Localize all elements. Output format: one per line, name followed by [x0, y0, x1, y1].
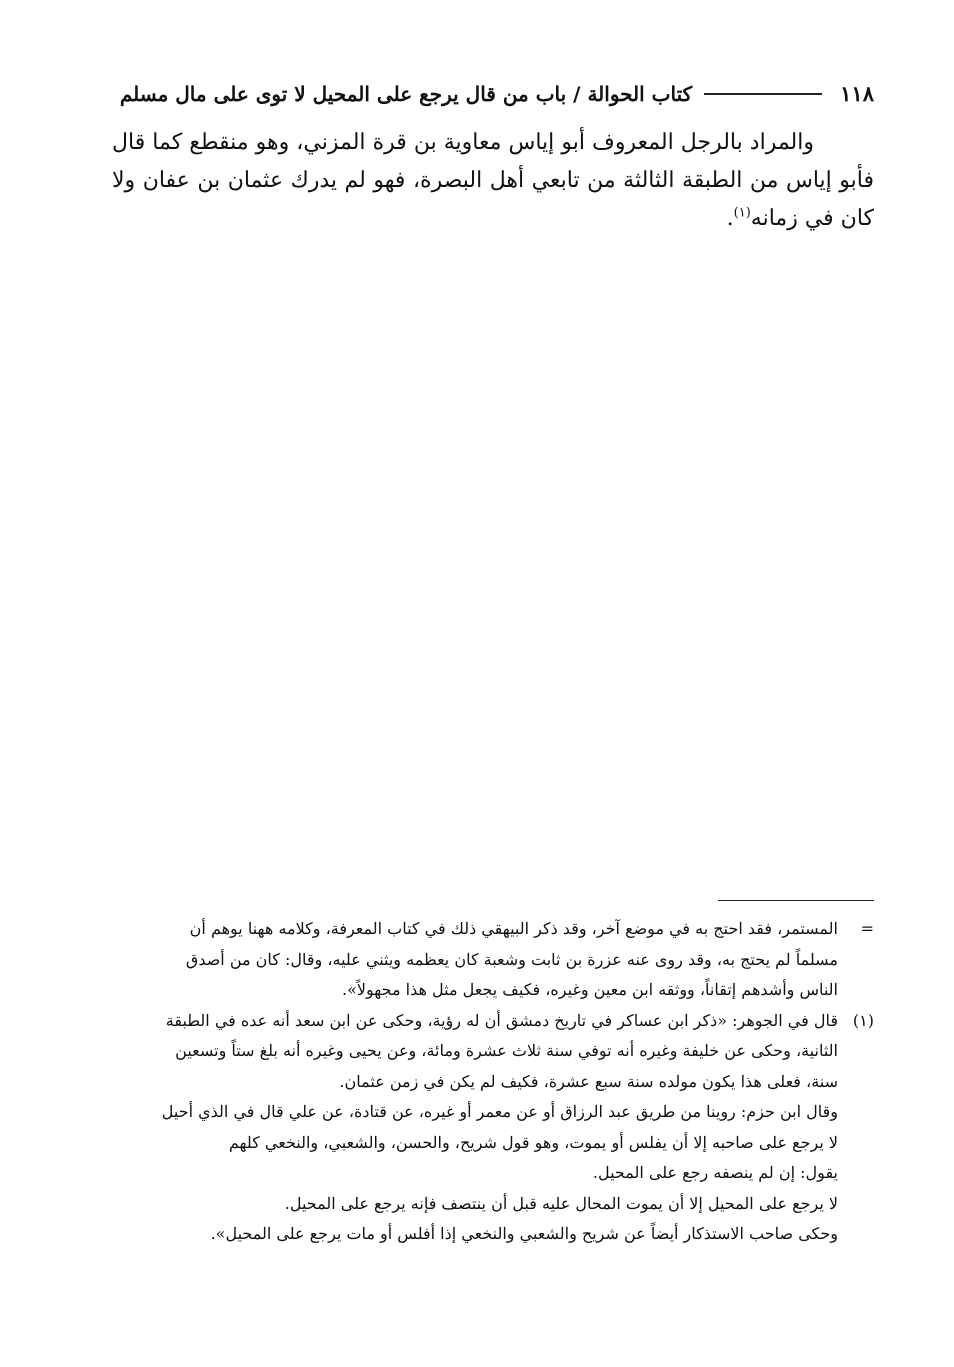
footnote-line: لا يرجع على صاحبه إلا أن يفلس أو يموت، وهو قول شريح، والحسن، والشعبي، والنخعي كلهم: [228, 1132, 838, 1152]
footnote-line: قال في الجوهر: «ذكر ابن عساكر في تاريخ دمشق أن له رؤية، وحكى عن ابن سعد أنه عده في الطبقة: [165, 1010, 838, 1030]
running-title: كتاب الحوالة / باب من قال يرجع على المحيل لا توى على مال مسلم: [119, 82, 693, 106]
footnote-continuation: [114, 914, 874, 1006]
footnote-line: الناس وأشدهم إتقاناً، ووثقه ابن معين وغيره، فكيف يجعل مثل هذا مجهولاً».: [342, 980, 838, 999]
running-header: [110, 74, 874, 114]
continuation-marker: =: [860, 919, 874, 938]
footnote-separator: [718, 900, 874, 901]
page-number: ١١٨: [840, 81, 874, 106]
footnote-1: [114, 1006, 874, 1250]
footnote-line: الثانية، وحكى عن خليفة وغيره أنه توفي سنة ثلاث عشرة ومائة، وعن يحيى وغيره أنه بلغ ستاً وتسعين: [175, 1041, 838, 1060]
footnote-line: وقال ابن حزم: روينا من طريق عبد الرزاق أو عن معمر أو غيره، عن قتادة، عن علي قال في الذي أحيل: [161, 1102, 838, 1121]
main-text: [112, 124, 874, 238]
footnotes: [114, 914, 874, 1250]
header-dash: [704, 93, 822, 96]
footnote-line: المستمر، فقد احتج به في موضع آخر، وقد ذكر البيهقي ذلك في كتاب المعرفة، وكلامه ههنا يوهم أن: [189, 919, 838, 938]
footnote-line: وحكى صاحب الاستذكار أيضاً عن شريح والشعبي والنخعي إذا أفلس أو مات يرجع على المحيل».: [210, 1224, 838, 1243]
main-paragraph: [112, 124, 874, 238]
footnote-line: مسلماً لم يحتج به، وقد روى عنه عزرة بن ثابت وشعبة كان يعظمه ويثني عليه، وقال: كان من أصدق: [185, 949, 838, 969]
footnote-line: لا يرجع على المحيل إلا أن يموت المحال عليه قبل أن ينتصف فإنه يرجع على المحيل.: [284, 1193, 838, 1213]
paragraph-end-mark: .: [726, 206, 734, 231]
footnote-reference: (١): [733, 205, 751, 221]
footnote-line: سنة، فعلى هذا يكون مولده سنة سبع عشرة، فكيف لم يكن في زمن عثمان.: [339, 1071, 838, 1091]
main-paragraph-text: والمراد بالرجل المعروف أبو إياس معاوية بن قرة المزني، وهو منقطع كما قال فأبو إياس من الطبقة الثالثة من تابعي أهل البصرة، فهو لم يدرك عثمان بن عفان ولا كان في زمانه: [112, 130, 874, 231]
footnote-1-marker: (١): [852, 1010, 874, 1030]
footnote-line: يقول: إن لم ينصفه رجع على المحيل.: [592, 1163, 838, 1182]
